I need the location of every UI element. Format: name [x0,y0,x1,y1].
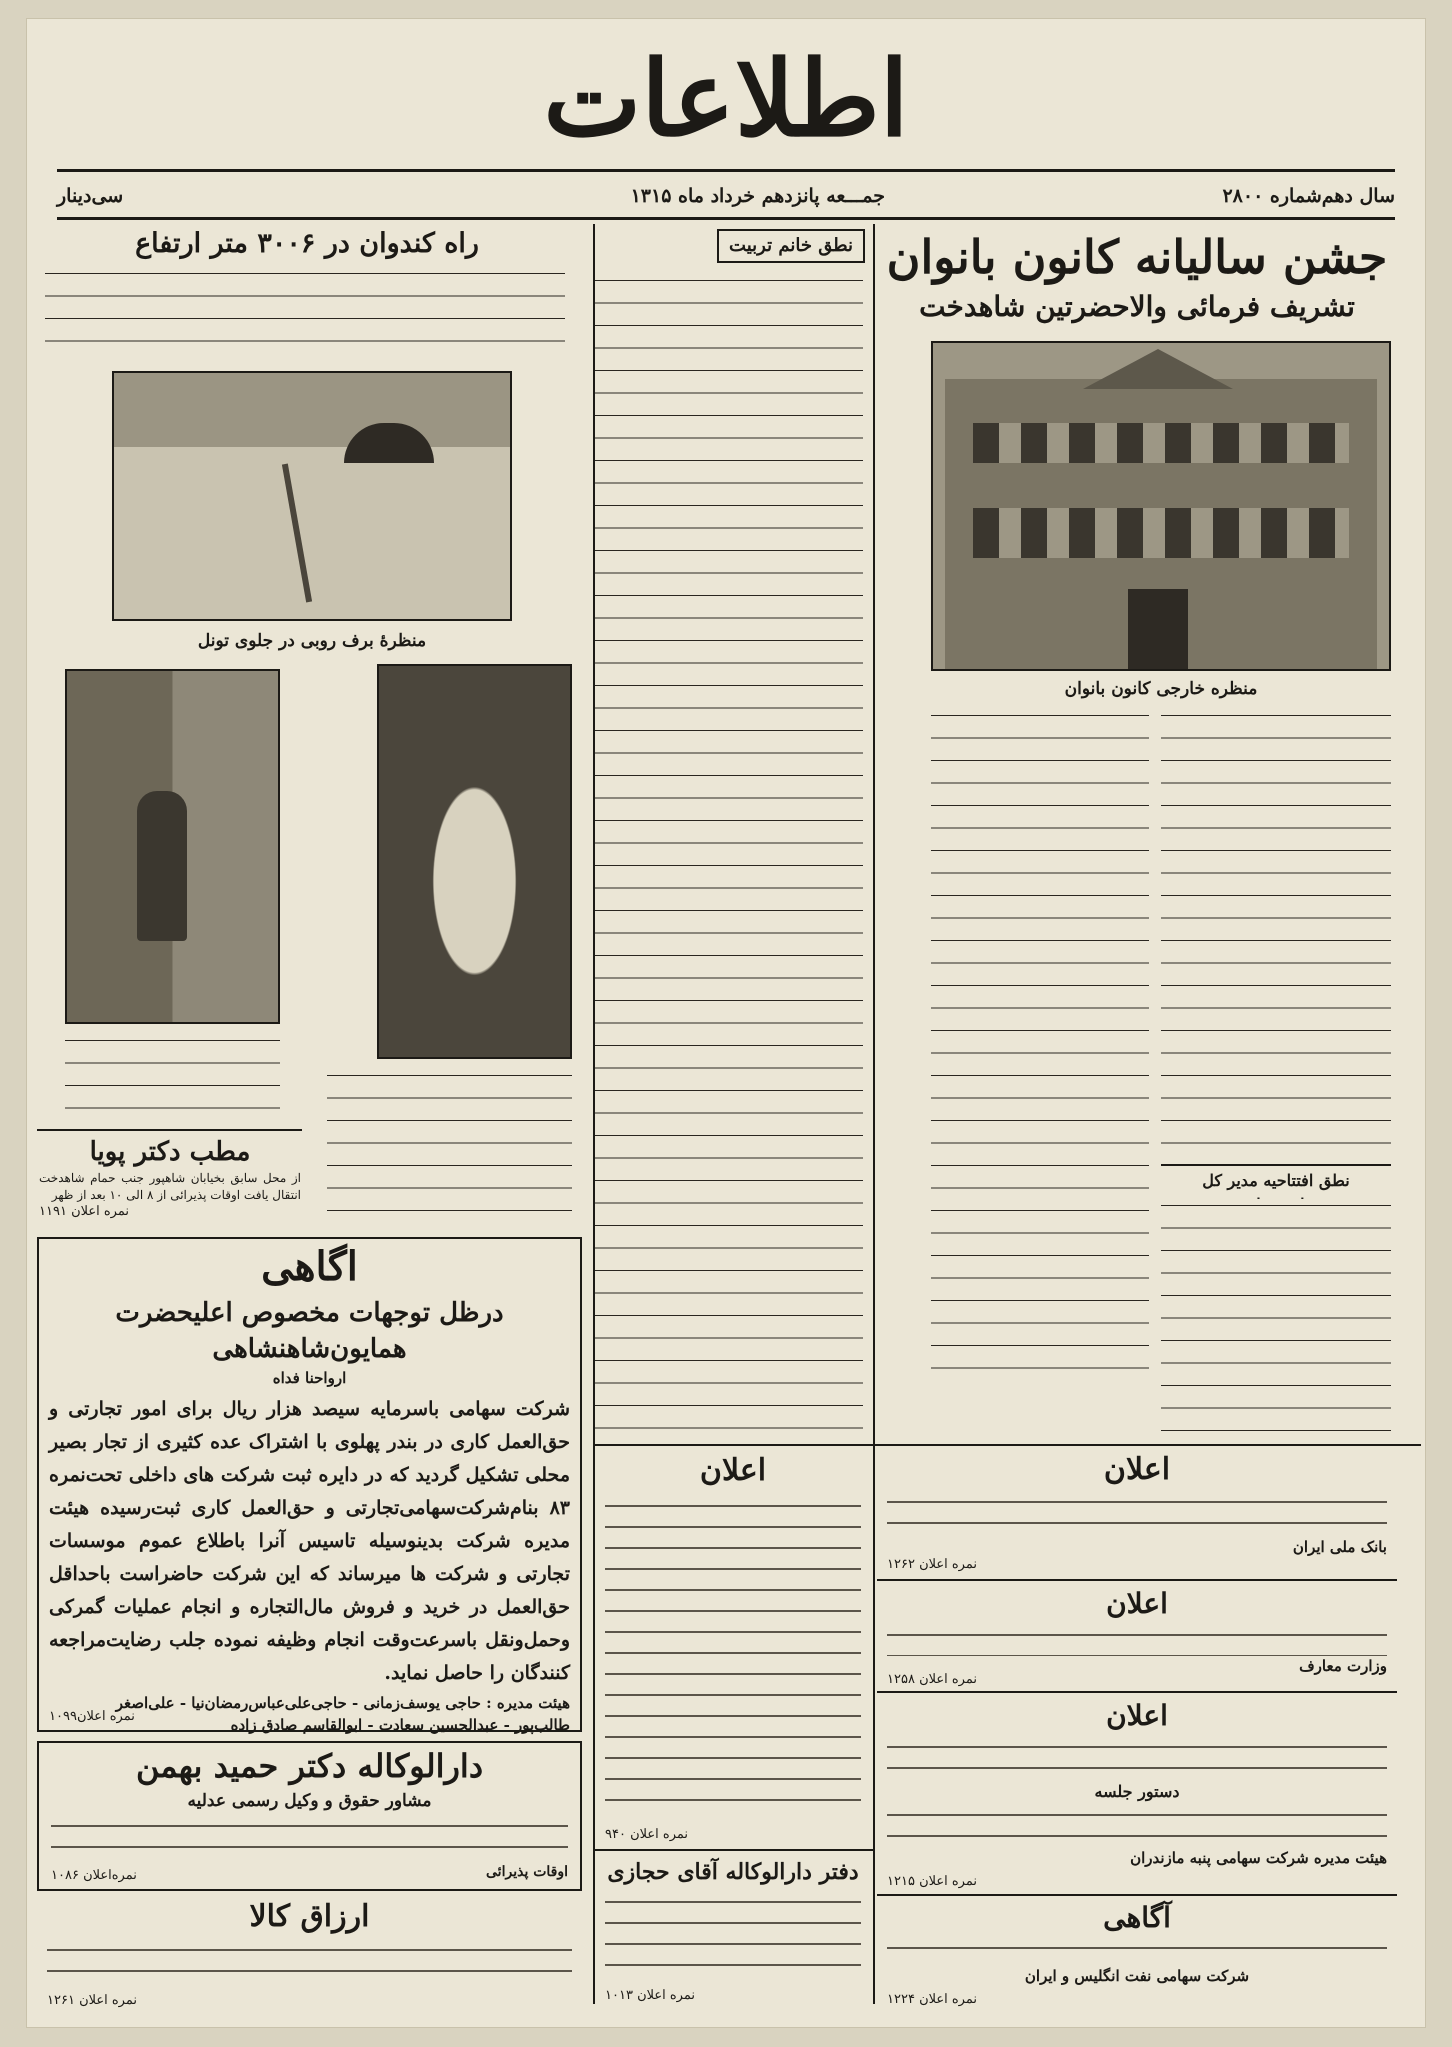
masthead-title: اطلاعات [543,37,909,160]
tunnel-body-2 [327,1069,572,1219]
section-rule [37,1129,302,1131]
section-rule [593,1849,873,1851]
column-divider [593,1444,595,2004]
lawyer-title: دارالوکاله دکتر حمید بهمن [135,1747,484,1785]
pouya-notice [39,1134,301,1234]
section-rule [877,1691,1397,1693]
grocery-body [47,1941,572,1983]
school-notice [877,1584,1397,1689]
tunnel-mouth [344,423,434,463]
bank-notice-signature: بانک ملی ایران [1292,1538,1387,1556]
oil-notice-ref: نمره اعلان ۱۲۲۴ [887,1992,977,2007]
bank-notice-body [887,1493,1387,1537]
section-rule [877,1579,1397,1581]
lawyer-hours: اوقات پذیرائی [486,1864,568,1880]
worker-caption-text [65,1034,280,1129]
big-notice-board-1: هیئت مدیره : حاجی یوسف‌زمانی - حاجی‌علی‌عباس‌رمضان‌نیا - علی‌اصغر [115,1694,570,1712]
lead-body-column-right [1161,709,1391,1157]
school-notice-title: اعلان [1106,1587,1168,1620]
tunnel-worker-photo [65,669,280,1024]
speech-body [595,274,863,1434]
section-rule [877,1894,1397,1896]
pouya-lead: از محل سابق بخیابان شاهپور جنب حمام شاهدخت انتقال یافت اوقات پذیرائی از ۸ الی ۱۰ بعد از ظهر [39,1171,301,1202]
tunnel-intro [45,267,565,357]
lawyer-subtitle: مشاور حقوق و وکیل رسمی عدلیه [187,1791,432,1811]
school-notice-signature: وزارت معارف [1299,1657,1387,1675]
speech-headline: نطق خانم تربیت [717,229,865,263]
speech-subtitle: نطق افتتاحیه مدیر کل [1202,1171,1350,1190]
building-door [1128,589,1188,669]
cotton-agenda-title: دستور جلسه [1094,1782,1180,1801]
tunnel-article [37,224,577,264]
cotton-notice-title: اعلان [1106,1699,1168,1732]
issue-number: سال دهم‌شماره ۲۸۰۰ [1222,185,1395,207]
cotton-notice-body [887,1738,1387,1780]
grocery-notice [37,1897,582,2012]
big-notice-subtitle: درظل توجهات مخصوص اعلیحضرت همایون‌شاهنشاهی [115,1298,504,1364]
snow-clearing-photo [112,371,512,621]
masthead-rule [57,169,1395,172]
tunnel-interior-photo [377,664,572,1059]
school-notice-ref: نمره اعلان ۱۲۵۸ [887,1672,977,1687]
section-rule [1161,1164,1391,1166]
pouya-title: مطب دکتر پویا [89,1137,251,1167]
oil-notice [877,1899,1397,2009]
rail-track [282,464,312,603]
hejazi-notice [597,1855,869,2005]
big-notice-title: اگاهی [261,1243,358,1290]
dateline-rule [57,217,1395,220]
cotton-agenda-body [887,1806,1387,1848]
grocery-title: ارزاق کالا [249,1899,370,1934]
bank-notice [877,1449,1397,1574]
building-windows [973,423,1349,463]
director-speech-body [1161,1199,1391,1434]
middle-notice [597,1449,869,1844]
snow-photo-caption: منظرهٔ برف روبی در جلوی تونل [197,631,427,651]
school-notice-body [887,1626,1387,1656]
cotton-notice [877,1696,1397,1891]
lawyer-ref: نمره‌اعلان ۱۰۸۶ [51,1868,137,1883]
column-divider [873,1444,875,2004]
big-notice-body: شرکت سهامی باسرمایه سیصد هزار ریال برای امور تجارتی و حق‌العمل کاری در بندر پهلوی با اشتراک عده کثیری از تجار بصیر محلی تشکیل گردید که در دایره ثبت شرکت های داخلی تحت‌نمره ۸۳ بنام‌شرکت‌سهامی‌تجارتی و حق‌العمل کاری ثبت‌رسیده هیئت مدیره شرکت بدینوسیله تاسیس آنرا باطلاع عموم موسسات تجارتی و شرکت ها میرساند که این شرکت حاضراست باحداقل حق‌العمل در خرید و فروش مال‌التجاره و انجام عملیات گمرکی وحمل‌ونقل باسرعت‌وقت انجام وظیفه نموده جلب رضایت‌مراجعه کنندگان را حاصل نماید. [49,1398,570,1684]
dateline [57,179,1395,215]
cotton-notice-signature: هیئت مدیره شرکت سهامی پنبه مازندران [1130,1849,1387,1867]
oil-notice-body [887,1939,1387,1967]
big-notice-dedication: ارواحنا فداه [272,1369,347,1387]
building-photo [931,341,1391,671]
oil-notice-title: آگاهی [1103,1901,1171,1934]
cotton-notice-ref: نمره اعلان ۱۲۱۵ [887,1874,977,1889]
price: سی‌دینار [57,185,124,207]
middle-notice-title: اعلان [699,1453,767,1488]
bank-notice-title: اعلان [1103,1452,1171,1487]
lawyer-body [51,1817,568,1861]
issue-date: جمـــعه پانزدهم خرداد ماه ۱۳۱۵ [630,185,885,207]
speech-header [595,229,865,269]
lawyer-notice-box [37,1741,582,1891]
tunnel-headline: راه کندوان در ۳۰۰۶ متر ارتفاع [135,228,479,259]
building-pediment [1083,349,1233,389]
big-notice-board-2: طالب‌پور - عبدالحسین سعادت - ابوالقاسم صادق زاده [230,1716,570,1734]
hejazi-body [605,1893,861,1978]
building-photo-caption: منظره خارجی کانون بانوان [1064,679,1258,699]
oil-notice-signature: شرکت سهامی نفت انگلیس و ایران [1024,1967,1250,1985]
hejazi-ref: نمره اعلان ۱۰۱۳ [605,1988,695,2003]
bank-notice-ref: نمره اعلان ۱۲۶۲ [887,1557,977,1572]
lead-body-column-left [931,709,1149,1389]
middle-notice-body [605,1497,861,1812]
column-divider [873,224,875,1444]
grocery-ref: نمره اعلان ۱۲۶۱ [47,1993,137,2008]
section-rule [593,1444,1421,1446]
lead-headline: جشن سالیانه کانون بانوان [886,230,1388,284]
big-notice-ref: نمره اعلان۱۰۹۹ [49,1709,135,1724]
big-notice-box [37,1237,582,1732]
standing-figure [137,791,187,941]
building-windows [973,508,1349,558]
pouya-ref: نمره اعلان ۱۱۹۱ [39,1204,129,1219]
hejazi-title: دفتر دارالوکاله آقای حجازی [607,1859,859,1885]
newspaper-page [26,18,1426,2028]
lead-subheadline: تشریف فرمائی والاحضرتین شاهدخت [919,290,1355,323]
middle-notice-ref: نمره اعلان ۹۴۰ [605,1827,689,1842]
